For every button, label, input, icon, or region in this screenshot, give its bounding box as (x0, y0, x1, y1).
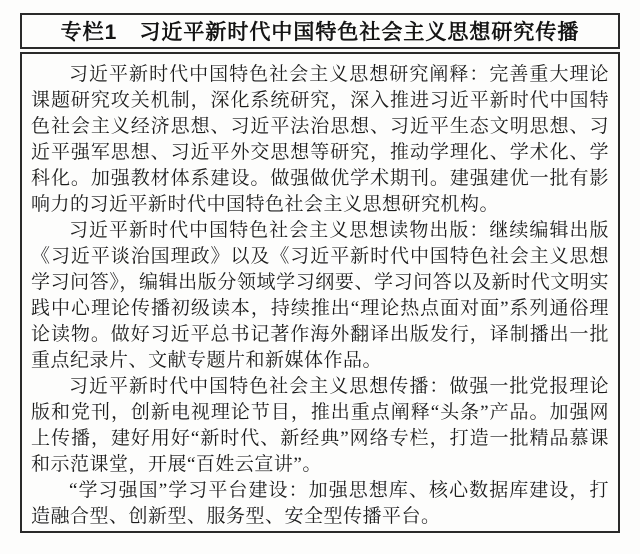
panel-title-bar (20, 13, 620, 49)
panel-paragraph-xuexi-qiangguo-platform: “学习强国”学习平台建设：加强思想库、核心数据库建设，打造融合型、创新型、服务型、安全型传播平台。 (31, 480, 609, 527)
panel-paragraph-publications: 习近平新时代中国特色社会主义思想读物出版：继续编辑出版《习近平谈治国理政》以及《习近平新时代中国特色社会主义思想学习问答》，编辑出版分领域学习纲要、学习问答以及新时代文明实践中心理论传播初级读本，持续推出“理论热点面对面”系列通俗理论读物。做好习近平总书记著作海外翻译出版发行，译制播出一批重点纪录片、文献专题片和新媒体作品。 (31, 220, 609, 371)
panel-body (20, 52, 620, 533)
panel-paragraph-dissemination: 习近平新时代中国特色社会主义思想传播：做强一批党报理论版和党刊，创新电视理论节目，推出重点阐释“头条”产品。加强网上传播，建好用好“新时代、新经典”网络专栏，打造一批精品慕课和示范课堂，开展“百姓云宣讲”。 (31, 376, 609, 475)
panel-title: 专栏1 习近平新时代中国特色社会主义思想研究传播 (60, 21, 580, 44)
panel-paragraph-research-interpretation: 习近平新时代中国特色社会主义思想研究阐释：完善重大理论课题研究攻关机制，深化系统研究，深入推进习近平新时代中国特色社会主义经济思想、习近平法治思想、习近平生态文明思想、习近平强军思想、习近平外交思想等研究，推动学理化、学术化、学科化。加强教材体系建设。做强做优学术期刊。建强建优一批有影响力的习近平新时代中国特色社会主义思想研究机构。 (31, 64, 609, 215)
